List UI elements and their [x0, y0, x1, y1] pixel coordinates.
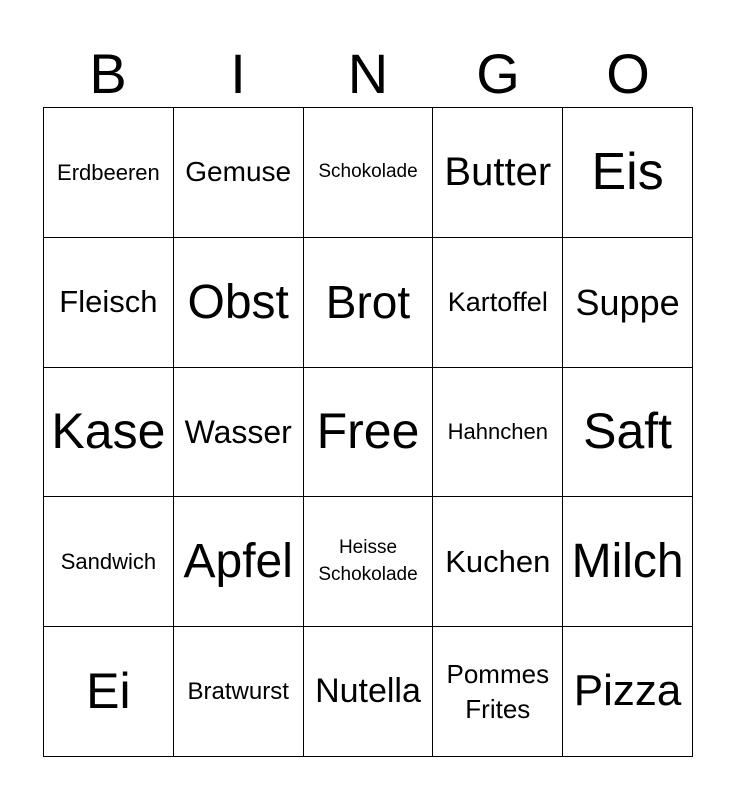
header-letter-n: N	[347, 42, 389, 105]
bingo-cell[interactable]: Schokolade	[304, 108, 434, 238]
bingo-cell[interactable]: Kase	[44, 368, 174, 498]
bingo-cell[interactable]: Saft	[563, 368, 693, 498]
bingo-cell[interactable]: Erdbeeren	[44, 108, 174, 238]
bingo-cell[interactable]: Eis	[563, 108, 693, 238]
bingo-cell[interactable]: Ei	[44, 627, 174, 757]
bingo-cell[interactable]: Milch	[563, 497, 693, 627]
bingo-cell[interactable]: Kartoffel	[433, 238, 563, 368]
bingo-cell[interactable]: Suppe	[563, 238, 693, 368]
bingo-cell[interactable]: Gemuse	[174, 108, 304, 238]
bingo-cell[interactable]: Apfel	[174, 497, 304, 627]
bingo-cell[interactable]: Hahnchen	[433, 368, 563, 498]
header-letter-b: B	[89, 42, 127, 105]
bingo-cell[interactable]: Pommes Frites	[433, 627, 563, 757]
bingo-header	[43, 40, 693, 108]
bingo-cell[interactable]: Butter	[433, 108, 563, 238]
bingo-cell[interactable]: Pizza	[563, 627, 693, 757]
bingo-cell[interactable]: Sandwich	[44, 497, 174, 627]
bingo-cell[interactable]: Kuchen	[433, 497, 563, 627]
bingo-cell[interactable]: Nutella	[304, 627, 434, 757]
bingo-cell[interactable]: Heisse Schokolade	[304, 497, 434, 627]
bingo-cell[interactable]: Free	[304, 368, 434, 498]
header-letter-g: G	[476, 42, 520, 105]
bingo-board	[43, 107, 693, 757]
header-letter-i: I	[230, 42, 246, 105]
bingo-cell[interactable]: Bratwurst	[174, 627, 304, 757]
bingo-cell[interactable]: Brot	[304, 238, 434, 368]
header-letter-o: O	[606, 42, 650, 105]
bingo-cell[interactable]: Obst	[174, 238, 304, 368]
bingo-cell[interactable]: Wasser	[174, 368, 304, 498]
bingo-cell[interactable]: Fleisch	[44, 238, 174, 368]
